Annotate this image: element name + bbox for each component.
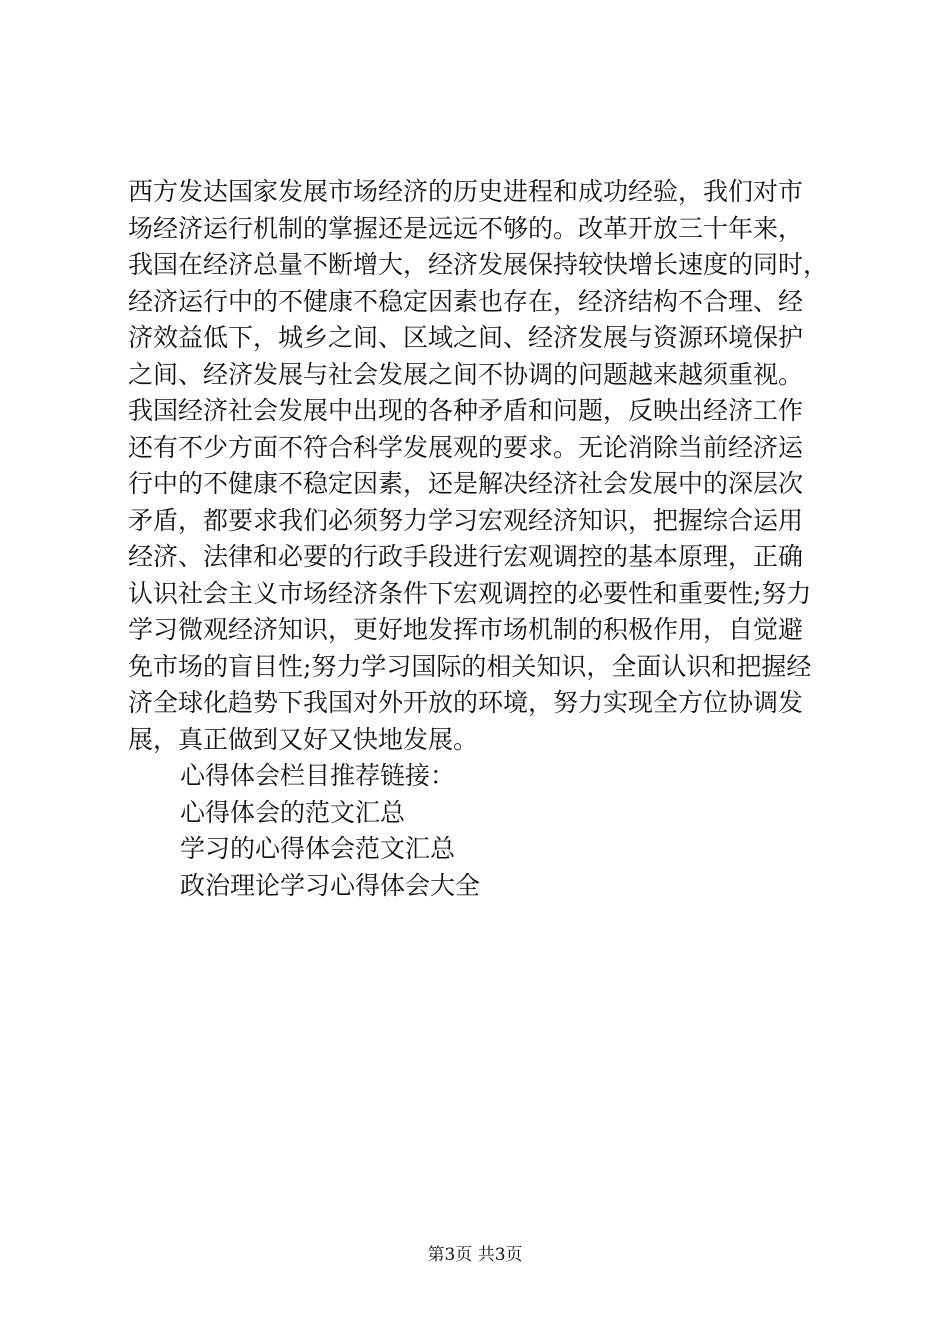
recommended-link[interactable]: 学习的心得体会范文汇总 (180, 834, 456, 863)
paragraph-line: 展，真正做到又好又快地发展。 (128, 724, 479, 754)
document-body (128, 174, 828, 904)
paragraph-line: 免市场的盲目性;努力学习国际的相关知识，全面认识和把握经 (128, 651, 812, 681)
paragraph-line: 学习微观经济知识，更好地发挥市场机制的积极作用，自觉避 (128, 615, 804, 644)
links-heading: 心得体会栏目推荐链接： (180, 761, 456, 790)
paragraph-line: 认识社会主义市场经济条件下宏观调控的必要性和重要性;努力 (128, 578, 812, 608)
paragraph-line: 还有不少方面不符合科学发展观的要求。无论消除当前经济运 (128, 432, 804, 462)
page-footer (0, 1243, 950, 1267)
paragraph-line: 我国经济社会发展中出现的各种矛盾和问题，反映出经济工作 (128, 396, 804, 425)
paragraph-line: 西方发达国家发展市场经济的历史进程和成功经验，我们对市 (128, 177, 804, 206)
paragraph-line: 我国在经济总量不断增大，经济发展保持较快增长速度的同时， (128, 250, 829, 279)
paragraph-line: 经济运行中的不健康不稳定因素也存在，经济结构不合理、经 (128, 286, 804, 316)
paragraph-line: 济全球化趋势下我国对外开放的环境，努力实现全方位协调发 (128, 688, 804, 717)
page-number: 第3页 共3页 (427, 1245, 523, 1265)
paragraph-line: 之间、经济发展与社会发展之间不协调的问题越来越须重视。 (128, 359, 804, 389)
paragraph-line: 经济、法律和必要的行政手段进行宏观调控的基本原理，正确 (128, 542, 804, 571)
paragraph-line: 济效益低下，城乡之间、区域之间、经济发展与资源环境保护 (128, 323, 804, 352)
recommended-link[interactable]: 政治理论学习心得体会大全 (180, 870, 481, 900)
paragraph-line: 场经济运行机制的掌握还是远远不够的。改革开放三十年来， (128, 213, 804, 243)
paragraph-line: 矛盾，都要求我们必须努力学习宏观经济知识，把握综合运用 (128, 505, 804, 535)
recommended-link[interactable]: 心得体会的范文汇总 (180, 797, 406, 827)
paragraph-line: 行中的不健康不稳定因素，还是解决经济社会发展中的深层次 (128, 469, 804, 498)
